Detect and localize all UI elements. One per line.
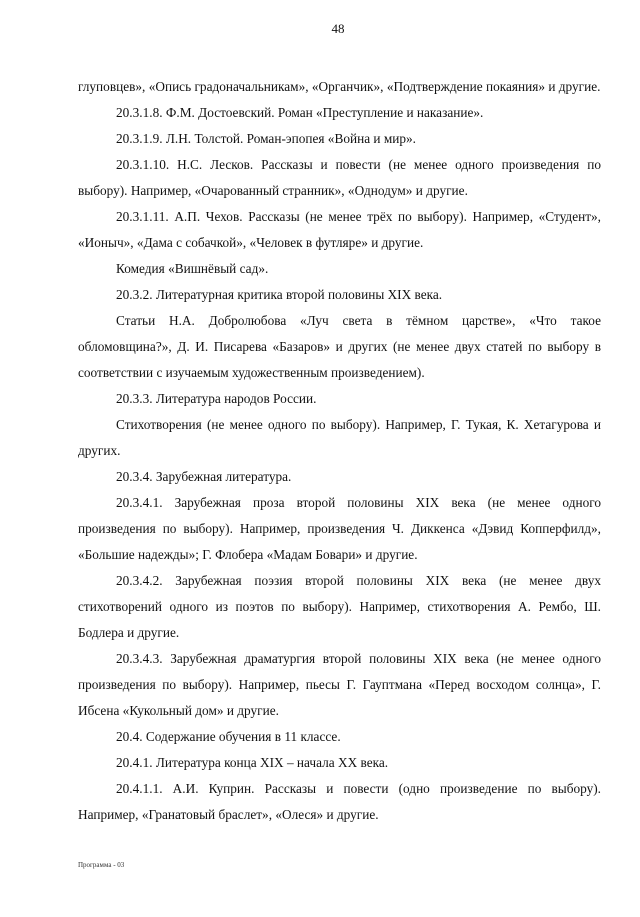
paragraph-poems: Стихотворения (не менее одного по выбору). Например, Г. Тукая, К. Хетагурова и других. — [78, 417, 601, 458]
paragraph-cherry-orchard: Комедия «Вишнёвый сад». — [116, 261, 269, 276]
paragraph-foreign-poetry: 20.3.4.2. Зарубежная поэзия второй половины XIX века (не менее двух стихотворений одного из поэтов по выбору). Например, стихотворения А. Рембо, Ш. Бодлера и другие. — [78, 573, 601, 640]
page-number: 48 — [331, 21, 345, 36]
paragraph-leskov: 20.3.1.10. Н.С. Лесков. Рассказы и повести (не менее одного произведения по выбору). Например, «Очарованный странник», «Однодум» и другие. — [78, 157, 601, 198]
paragraph-grade-11-heading: 20.4. Содержание обучения в 11 классе. — [116, 729, 341, 744]
paragraph-foreign-drama: 20.3.4.3. Зарубежная драматургия второй половины XIX века (не менее одного произведения по выбору). Например, пьесы Г. Гауптмана «Перед восходом солнца», Г. Ибсена «Кукольный дом» и другие. — [78, 651, 601, 718]
paragraph-critique-heading: 20.3.2. Литературная критика второй половины XIX века. — [116, 287, 443, 302]
paragraph-foreign-prose: 20.3.4.1. Зарубежная проза второй половины XIX века (не менее одного произведения по выбору). Например, произведения Ч. Диккенса «Дэвид Копперфилд», «Большие надежды»; Г. Флобера «Мадам Бовари» и другие. — [78, 495, 601, 562]
paragraph-kuprin: 20.4.1.1. А.И. Куприн. Рассказы и повести (одно произведение по выбору). Например, «Гранатовый браслет», «Олеся» и другие. — [78, 781, 601, 822]
paragraph-peoples-literature-heading: 20.3.3. Литература народов России. — [116, 391, 317, 406]
paragraph-chekhov: 20.3.1.11. А.П. Чехов. Рассказы (не менее трёх по выбору). Например, «Студент», «Ионыч», «Дама с собачкой», «Человек в футляре» и другие. — [78, 209, 601, 250]
paragraph-foreign-literature-heading: 20.3.4. Зарубежная литература. — [116, 469, 292, 484]
page-body — [78, 74, 601, 828]
paragraph-tolstoy: 20.3.1.9. Л.Н. Толстой. Роман-эпопея «Война и мир». — [116, 131, 417, 146]
paragraph-late-19th-century-heading: 20.4.1. Литература конца XIX – начала XX века. — [116, 755, 389, 770]
page-footer: Программа - 03 — [78, 861, 125, 869]
paragraph-dostoevsky: 20.3.1.8. Ф.М. Достоевский. Роман «Преступление и наказание». — [116, 105, 484, 120]
paragraph-critique-articles: Статьи Н.А. Добролюбова «Луч света в тёмном царстве», «Что такое обломовщина?», Д. И. Писарева «Базаров» и других (не менее двух статей по выбору в соответствии с изучаемым художественным произведением). — [78, 313, 601, 380]
paragraph-continuation: глуповцев», «Опись градоначальникам», «Органчик», «Подтверждение покаяния» и другие. — [78, 79, 601, 94]
